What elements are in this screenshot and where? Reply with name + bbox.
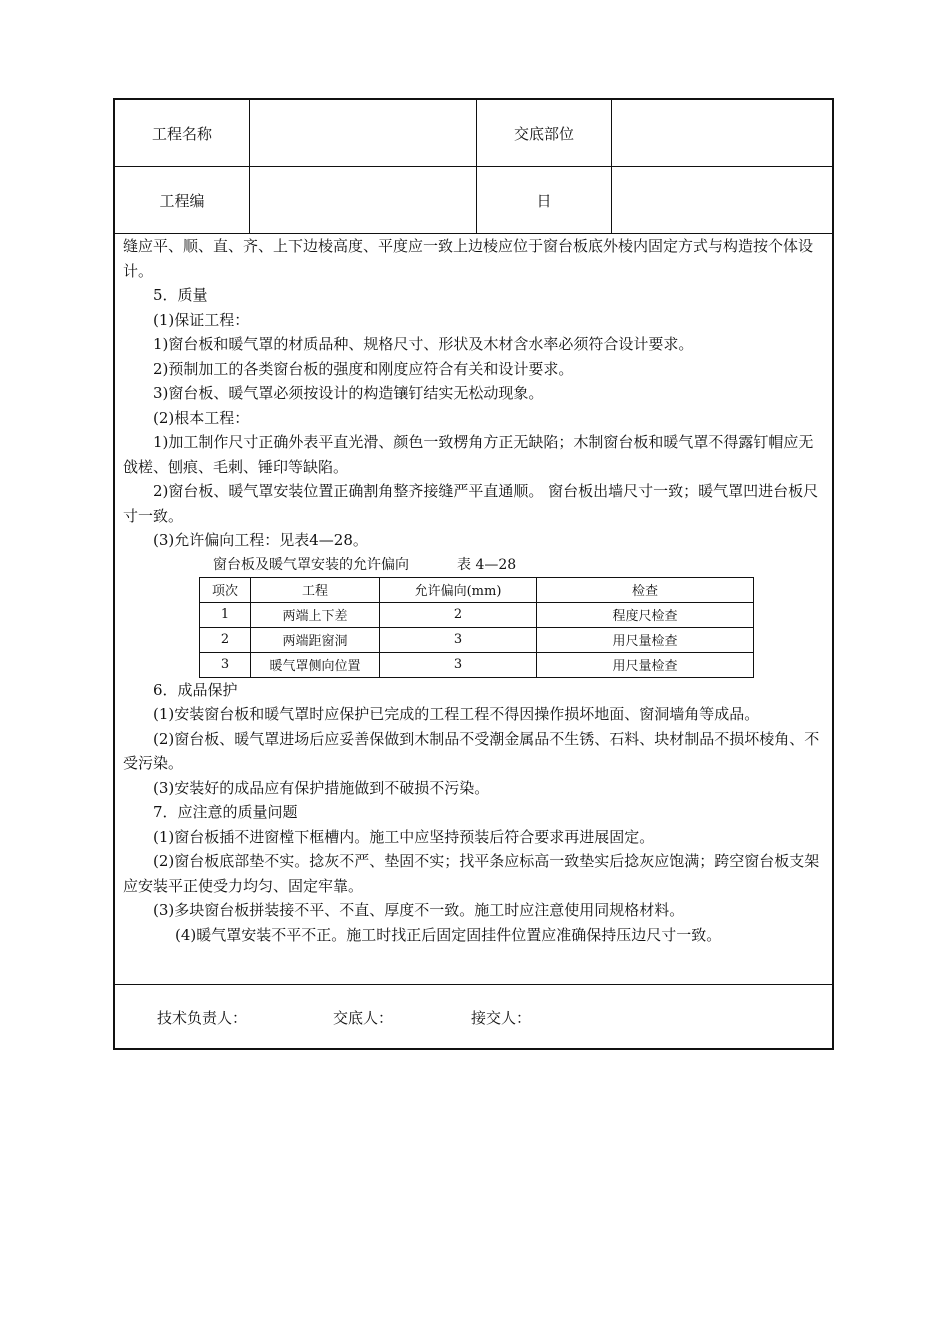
body-paragraph: (2)窗台板、暖气罩进场后应妥善保做到木制品不受潮金属品不生锈、石料、块材制品不损坏棱角、不受污染。 xyxy=(123,729,820,772)
receiver-label: 接交人： xyxy=(471,1009,532,1027)
date-label: 日 xyxy=(536,192,552,210)
table-header-cell: 检查 xyxy=(537,577,754,602)
project-name-label: 工程名称 xyxy=(151,125,212,143)
body-paragraph: (1)安装窗台板和暖气罩时应保护已完成的工程工程不得因操作损坏地面、窗洞墙角等成品。 xyxy=(153,705,760,723)
section-heading: 5．质量 xyxy=(153,286,208,304)
table-row xyxy=(200,652,754,677)
body-paragraph: 3)窗台板、暖气罩必须按设计的构造镶钉结实无松动现象。 xyxy=(153,384,544,402)
table-caption-line xyxy=(123,553,824,577)
project-no-label: 工程编 xyxy=(159,192,205,210)
location-value xyxy=(612,100,834,167)
table-cell: 3 xyxy=(380,627,537,652)
signature-row xyxy=(115,984,832,1051)
body-paragraph: 2)窗台板、暖气罩安装位置正确割角整齐接缝严平直通顺。 窗台板出墙尺寸一致；暖气罩凹进台板尺寸一致。 xyxy=(123,482,819,525)
disclosure-sheet xyxy=(113,98,834,1050)
table-number: 表 4—28 xyxy=(457,556,517,573)
table-cell: 1 xyxy=(200,602,251,627)
body-paragraph: 1)加工制作尺寸正确外表平直光滑、颜色一致楞角方正无缺陷；木制窗台板和暖气罩不得露钉帽应无戗槎、刨痕、毛刺、锤印等缺陷。 xyxy=(123,433,814,476)
project-name-value xyxy=(250,100,476,167)
table-caption: 窗台板及暖气罩安装的允许偏向 xyxy=(213,556,409,573)
body-paragraph: (3)多块窗台板拼装接不平、不直、厚度不一致。施工时应注意使用同规格材料。 xyxy=(153,901,685,919)
discloser-label: 交底人： xyxy=(333,1009,394,1027)
table-cell: 用尺量检查 xyxy=(537,627,754,652)
table-header-row xyxy=(200,577,754,602)
table-cell: 暖气罩侧向位置 xyxy=(251,652,380,677)
body-paragraph: (3)允许偏向工程：见表4—28。 xyxy=(153,531,368,549)
table-header-cell: 允许偏向(mm) xyxy=(380,577,537,602)
tolerance-table xyxy=(199,577,754,678)
section-heading: 6．成品保护 xyxy=(153,680,238,699)
subsection-heading: (1)保证工程： xyxy=(153,310,250,329)
subsection-heading: (2)根本工程： xyxy=(153,408,250,427)
table-cell: 两端上下差 xyxy=(251,602,380,627)
table-cell: 2 xyxy=(200,627,251,652)
table-cell: 用尺量检查 xyxy=(537,652,754,677)
body-paragraph: (3)安装好的成品应有保护措施做到不破损不污染。 xyxy=(153,778,490,797)
table-cell: 两端距窗洞 xyxy=(251,627,380,652)
body-paragraph: 2)预制加工的各类窗台板的强度和刚度应符合有关和设计要求。 xyxy=(153,359,574,378)
disclosure-content xyxy=(115,234,832,947)
date-value xyxy=(612,167,834,234)
table-row xyxy=(200,602,754,627)
body-paragraph: (1)窗台板插不进窗樘下框槽内。施工中应坚持预装后符合要求再进展固定。 xyxy=(153,827,655,846)
table-row xyxy=(200,627,754,652)
body-paragraph: 缝应平、顺、直、齐、上下边棱高度、平度应一致上边棱应位于窗台板底外棱内固定方式与构造按个体设计。 xyxy=(123,237,814,280)
tech-lead-label: 技术负责人： xyxy=(157,1009,248,1027)
location-label: 交底部位 xyxy=(513,125,574,143)
table-cell: 3 xyxy=(380,652,537,677)
project-no-value xyxy=(250,167,476,234)
table-header-cell: 项次 xyxy=(200,577,251,602)
table-cell: 2 xyxy=(380,602,537,627)
body-paragraph: 1)窗台板和暖气罩的材质品种、规格尺寸、形状及木材含水率必须符合设计要求。 xyxy=(153,335,694,353)
table-cell: 3 xyxy=(200,652,251,677)
section-heading: 7．应注意的质量问题 xyxy=(153,803,298,821)
table-cell: 程度尺检查 xyxy=(537,602,754,627)
table-header-cell: 工程 xyxy=(251,577,380,602)
body-paragraph: (2)窗台板底部垫不实。捻灰不严、垫固不实；找平条应标高一致垫实后捻灰应饱满；跨空窗台板支架应安装平正使受力均匀、固定牢靠。 xyxy=(123,852,820,895)
body-paragraph: (4)暖气罩安装不平不正。施工时找正后固定固挂件位置应准确保持压边尺寸一致。 xyxy=(175,925,722,944)
